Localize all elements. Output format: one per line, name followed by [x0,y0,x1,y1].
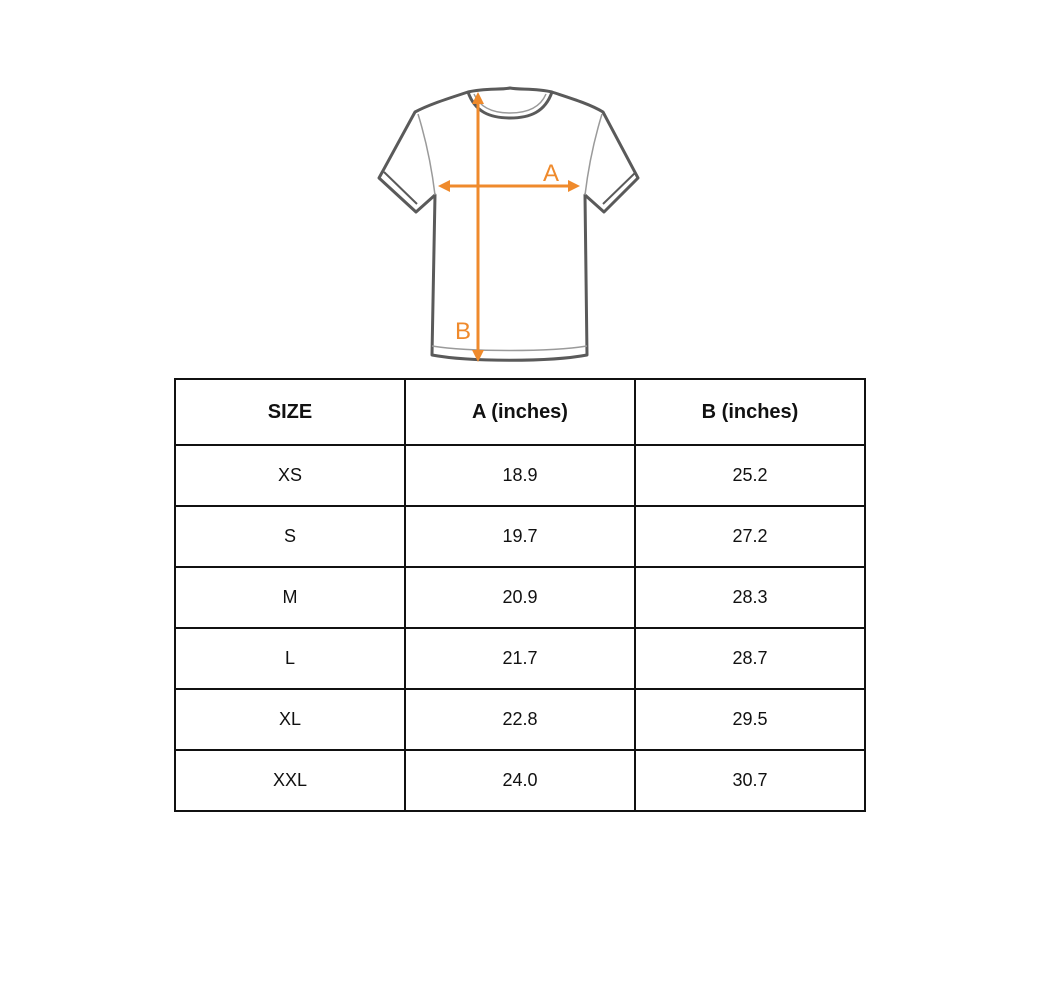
table-row [175,506,865,567]
table-row [175,628,865,689]
a-value-cell: 21.7 [405,628,635,689]
b-value-cell: 28.3 [635,567,865,628]
a-value-cell: 20.9 [405,567,635,628]
size-cell: XS [175,445,405,506]
b-value-cell: 30.7 [635,750,865,811]
table-row [175,750,865,811]
column-header-a: A (inches) [405,379,635,445]
a-value-cell: 18.9 [405,445,635,506]
size-cell: L [175,628,405,689]
size-cell: XXL [175,750,405,811]
b-value-cell: 29.5 [635,689,865,750]
measurement-a-label: A [543,160,560,187]
a-value-cell: 19.7 [405,506,635,567]
table-row [175,567,865,628]
tshirt-outline [379,88,638,360]
table-row [175,445,865,506]
b-value-cell: 27.2 [635,506,865,567]
column-header-size: SIZE [175,379,405,445]
size-chart-table [174,378,866,812]
table-row [175,689,865,750]
size-cell: XL [175,689,405,750]
tshirt-icon [360,70,660,380]
column-header-b: B (inches) [635,379,865,445]
b-value-cell: 25.2 [635,445,865,506]
size-cell: S [175,506,405,567]
measurement-b-label: B [455,318,472,345]
a-value-cell: 22.8 [405,689,635,750]
tshirt-measurement-diagram [360,70,660,380]
size-cell: M [175,567,405,628]
a-value-cell: 24.0 [405,750,635,811]
table-header-row [175,379,865,445]
b-value-cell: 28.7 [635,628,865,689]
